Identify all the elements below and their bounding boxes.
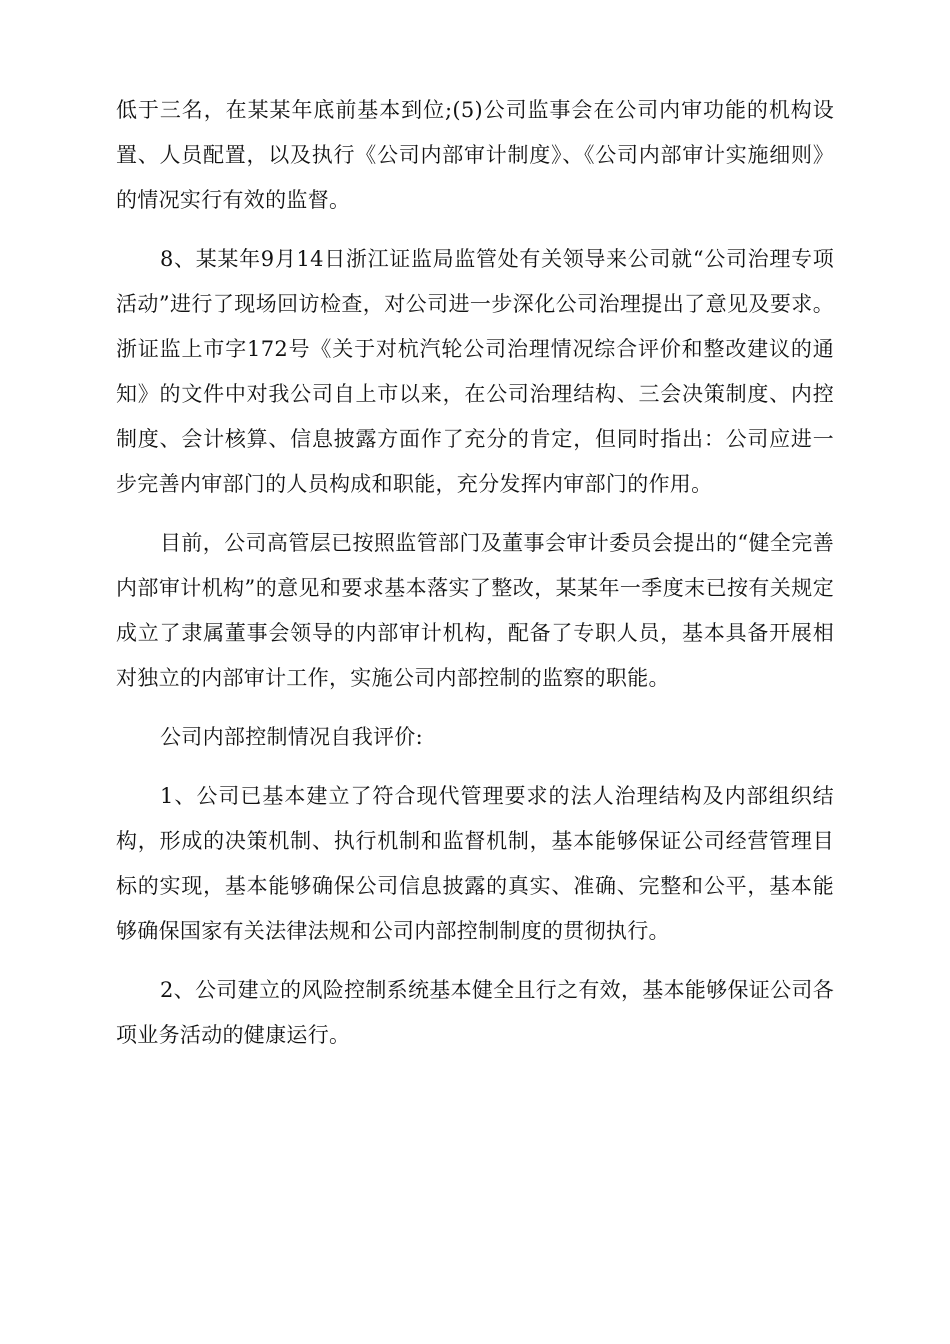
- document-body: [116, 88, 834, 1072]
- paragraph-self-evaluation-heading: 公司内部控制情况自我评价:: [160, 725, 423, 749]
- paragraph-evaluation-1: 1、公司已基本建立了符合现代管理要求的法人治理结构及内部组织结构，形成的决策机制、执行机制和监督机制，基本能够保证公司经营管理目标的实现，基本能够确保公司信息披露的真实、准确、完整和公平，基本能够确保国家有关法律法规和公司内部控制制度的贯彻执行。: [116, 784, 834, 943]
- paragraph-current-status: 目前，公司高管层已按照监管部门及董事会审计委员会提出的“健全完善内部审计机构”的意见和要求基本落实了整改，某某年一季度末已按有关规定成立了隶属董事会领导的内部审计机构，配备了专职人员，基本具备开展相对独立的内部审计工作，实施公司内部控制的监察的职能。: [116, 531, 834, 690]
- paragraph-continuation: 低于三名，在某某年底前基本到位;(5)公司监事会在公司内审功能的机构设置、人员配置，以及执行《公司内部审计制度》、《公司内部审计实施细则》的情况实行有效的监督。: [116, 98, 834, 212]
- paragraph-evaluation-2: 2、公司建立的风险控制系统基本健全且行之有效，基本能够保证公司各项业务活动的健康运行。: [116, 978, 834, 1047]
- paragraph-item-8: 8、某某年9月14日浙江证监局监管处有关领导来公司就“公司治理专项活动”进行了现场回访检查，对公司进一步深化公司治理提出了意见及要求。浙证监上市字172号《关于对杭汽轮公司治理情况综合评价和整改建议的通知》的文件中对我公司自上市以来，在公司治理结构、三会决策制度、内控制度、会计核算、信息披露方面作了充分的肯定，但同时指出：公司应进一步完善内审部门的人员构成和职能，充分发挥内审部门的作用。: [116, 247, 834, 496]
